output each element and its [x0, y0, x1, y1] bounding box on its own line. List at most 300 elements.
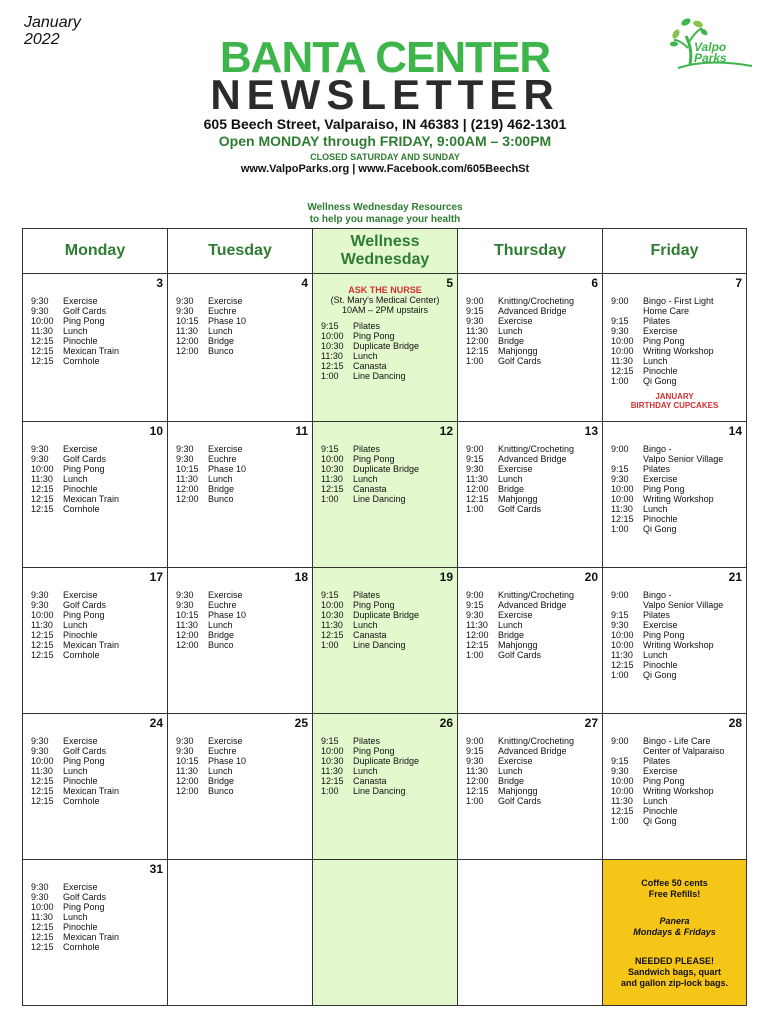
header-friday: Friday: [602, 228, 747, 274]
activity-name: Ping Pong: [63, 756, 105, 766]
activity-time: 11:30: [611, 504, 633, 514]
activity-row: [321, 766, 455, 776]
activity-time: 11:30: [31, 474, 53, 484]
activity-list: [611, 444, 744, 534]
activity-row: [321, 351, 455, 361]
activity-name: Bingo -: [643, 590, 672, 600]
day-number: 31: [149, 862, 163, 876]
activity-row: [321, 610, 455, 620]
activity-row: [31, 504, 165, 514]
activity-name: Golf Cards: [498, 650, 542, 660]
activity-time: 12:15: [31, 346, 54, 356]
activity-row: [321, 746, 455, 756]
activity-time: [611, 306, 643, 316]
activity-time: 10:30: [321, 464, 344, 474]
activity-name: Lunch: [498, 326, 523, 336]
activity-name: Center of Valparaiso: [643, 746, 725, 756]
activity-row: [466, 736, 600, 746]
activity-row: [321, 464, 455, 474]
activity-list: [611, 296, 744, 386]
activity-time: 12:15: [31, 494, 54, 504]
activity-name: Golf Cards: [63, 600, 107, 610]
activity-row: [466, 776, 600, 786]
coffee-note-line2: Free Refills!: [648, 889, 701, 899]
day-number: 6: [591, 276, 598, 290]
activity-time: 9:00: [466, 590, 484, 600]
activity-row: [611, 316, 744, 326]
activity-name: Mexican Train: [63, 932, 120, 942]
activity-name: Ping Pong: [63, 316, 105, 326]
activity-time: 12:15: [611, 660, 634, 670]
activity-time: 12:15: [31, 630, 54, 640]
activity-row: [466, 640, 600, 650]
needed-note-line3: and gallon zip-lock bags.: [620, 978, 728, 988]
activity-name: Euchre: [208, 306, 237, 316]
activity-row: [321, 756, 455, 766]
activity-row: [611, 620, 744, 630]
activity-list: [321, 321, 455, 381]
activity-name: Bunco: [208, 346, 234, 356]
activity-list: [176, 444, 310, 504]
activity-name: Exercise: [208, 296, 243, 306]
activity-row: [176, 630, 310, 640]
activity-time: 10:15: [176, 610, 199, 620]
activity-name: Home Care: [643, 306, 690, 316]
day-cell: [312, 567, 458, 714]
activity-name: Lunch: [63, 766, 88, 776]
day-cell: [22, 713, 168, 860]
activity-name: Pilates: [353, 444, 381, 454]
activity-row: [176, 326, 310, 336]
activity-name: Exercise: [208, 736, 243, 746]
activity-row: [611, 444, 744, 454]
activity-name: Knitting/Crocheting: [498, 590, 575, 600]
activity-row: [31, 932, 165, 942]
activity-name: Cornhole: [63, 356, 100, 366]
activity-name: Pilates: [353, 590, 381, 600]
activity-name: Bingo - Life Care: [643, 736, 711, 746]
activity-row: [31, 640, 165, 650]
activity-time: 10:00: [611, 786, 634, 796]
activity-name: Exercise: [63, 444, 98, 454]
activity-time: 9:30: [31, 590, 49, 600]
activity-name: Ping Pong: [63, 902, 105, 912]
day-number: 17: [149, 570, 163, 584]
activity-row: [31, 356, 165, 366]
activity-name: Lunch: [63, 620, 88, 630]
activity-name: Bunco: [208, 640, 234, 650]
activity-time: 1:00: [321, 640, 339, 650]
ask-the-nurse-time: 10AM – 2PM upstairs: [341, 305, 429, 315]
activity-time: 1:00: [611, 670, 629, 680]
activity-time: 12:15: [321, 630, 344, 640]
activity-name: Phase 10: [208, 756, 247, 766]
activity-time: 9:30: [466, 756, 484, 766]
activity-name: Lunch: [498, 620, 523, 630]
day-number: 5: [446, 276, 453, 290]
activity-time: 9:15: [611, 464, 629, 474]
activity-name: Exercise: [643, 326, 678, 336]
activity-row: [321, 341, 455, 351]
activity-row: [611, 816, 744, 826]
activity-name: Ping Pong: [63, 464, 105, 474]
activity-name: Qi Gong: [643, 670, 677, 680]
activity-time: 11:30: [466, 620, 488, 630]
activity-time: 12:15: [31, 484, 54, 494]
activity-row: [611, 356, 744, 366]
day-cell: [602, 859, 747, 1006]
activity-time: 10:00: [321, 600, 344, 610]
activity-row: [611, 376, 744, 386]
activity-time: 10:00: [31, 464, 54, 474]
activity-time: 11:30: [611, 796, 633, 806]
activity-row: [466, 504, 600, 514]
activity-time: 9:30: [176, 736, 194, 746]
activity-time: 10:30: [321, 756, 344, 766]
activity-row: [611, 756, 744, 766]
activity-row: [611, 610, 744, 620]
activity-name: Euchre: [208, 454, 237, 464]
activity-time: 9:15: [321, 590, 339, 600]
day-number: 3: [156, 276, 163, 290]
activity-name: Exercise: [63, 736, 98, 746]
activity-name: Pinochle: [63, 336, 98, 346]
activity-time: 12:00: [466, 630, 489, 640]
activity-row: [466, 444, 600, 454]
activity-time: 1:00: [611, 524, 629, 534]
activity-time: 9:30: [31, 736, 49, 746]
activity-time: 1:00: [466, 650, 484, 660]
day-cell: [312, 421, 458, 568]
activity-name: Exercise: [643, 766, 678, 776]
activity-row: [31, 306, 165, 316]
activity-time: 1:00: [466, 796, 484, 806]
activity-row: [31, 766, 165, 776]
activity-name: Golf Cards: [63, 746, 107, 756]
day-cell: [22, 567, 168, 714]
activity-time: 9:30: [31, 746, 49, 756]
activity-time: 9:30: [176, 444, 194, 454]
activity-time: 9:00: [611, 590, 629, 600]
activity-time: 12:00: [176, 346, 199, 356]
activity-name: Bingo -: [643, 444, 672, 454]
activity-time: 10:00: [321, 331, 344, 341]
activity-row: [321, 454, 455, 464]
activity-name: Exercise: [63, 590, 98, 600]
activity-time: 9:30: [611, 620, 629, 630]
ask-the-nurse: [313, 285, 457, 315]
activity-row: [31, 474, 165, 484]
activity-row: [31, 620, 165, 630]
activity-time: 9:30: [176, 296, 194, 306]
activity-row: [176, 346, 310, 356]
activity-time: 12:15: [31, 942, 54, 952]
day-number: 19: [439, 570, 453, 584]
activity-row: [31, 922, 165, 932]
activity-row: [611, 590, 744, 600]
activity-name: Knitting/Crocheting: [498, 296, 575, 306]
header-tuesday: Tuesday: [167, 228, 313, 274]
activity-name: Writing Workshop: [643, 640, 714, 650]
activity-time: 10:00: [611, 336, 634, 346]
activity-row: [466, 296, 600, 306]
activity-name: Pinochle: [63, 484, 98, 494]
activity-time: 10:00: [321, 746, 344, 756]
web-links[interactable]: www.ValpoParks.org | www.Facebook.com/605BeechSt: [240, 163, 530, 175]
activity-time: 9:00: [611, 736, 629, 746]
activity-name: Exercise: [63, 882, 98, 892]
activity-name: Phase 10: [208, 464, 247, 474]
activity-time: 10:15: [176, 464, 199, 474]
activity-row: [321, 474, 455, 484]
activity-time: 11:30: [176, 326, 198, 336]
activity-time: 10:00: [31, 610, 54, 620]
activity-name: Mahjongg: [498, 786, 538, 796]
activity-row: [176, 610, 310, 620]
activity-name: Ping Pong: [63, 610, 105, 620]
activity-time: 9:30: [176, 590, 194, 600]
activity-time: 11:30: [321, 766, 343, 776]
activity-name: Lunch: [498, 474, 523, 484]
activity-name: Exercise: [498, 610, 533, 620]
day-cell: [457, 421, 603, 568]
activity-row: [611, 786, 744, 796]
activity-name: Exercise: [643, 474, 678, 484]
activity-list: [466, 736, 600, 806]
activity-name: Knitting/Crocheting: [498, 736, 575, 746]
activity-time: 9:30: [31, 454, 49, 464]
activity-time: 11:30: [611, 650, 633, 660]
day-number: 28: [728, 716, 742, 730]
activity-name: Knitting/Crocheting: [498, 444, 575, 454]
activity-list: [321, 590, 455, 650]
activity-row: [611, 514, 744, 524]
activity-name: Line Dancing: [353, 786, 406, 796]
activity-name: Ping Pong: [353, 331, 395, 341]
panera-note-line2: Mondays & Fridays: [633, 927, 716, 937]
activity-time: 12:15: [31, 336, 54, 346]
activity-time: 9:30: [176, 454, 194, 464]
activity-name: Bridge: [208, 336, 235, 346]
activity-row: [176, 746, 310, 756]
activity-name: Ping Pong: [353, 746, 395, 756]
activity-name: Exercise: [498, 316, 533, 326]
activity-time: 9:30: [31, 444, 49, 454]
activity-time: 11:30: [31, 766, 53, 776]
activity-time: 12:15: [466, 640, 489, 650]
activity-name: Golf Cards: [498, 356, 542, 366]
activity-row: [176, 620, 310, 630]
activity-row: [176, 444, 310, 454]
activity-name: Mexican Train: [63, 346, 120, 356]
activity-row: [31, 650, 165, 660]
activity-row: [176, 316, 310, 326]
day-number: 7: [735, 276, 742, 290]
activity-time: 11:30: [611, 356, 633, 366]
logo-text-line1: Valpo: [694, 40, 727, 54]
activity-row: [611, 746, 744, 756]
activity-row: [176, 600, 310, 610]
activity-time: 12:15: [611, 806, 634, 816]
activity-time: 10:15: [176, 316, 199, 326]
activity-list: [31, 296, 165, 366]
activity-name: Writing Workshop: [643, 494, 714, 504]
activity-time: 1:00: [611, 376, 629, 386]
activity-row: [611, 776, 744, 786]
activity-name: Pilates: [643, 756, 671, 766]
activity-list: [176, 296, 310, 356]
activity-row: [31, 756, 165, 766]
activity-name: Pilates: [353, 736, 381, 746]
day-cell: [167, 421, 313, 568]
activity-name: Ping Pong: [353, 454, 395, 464]
activity-name: Cornhole: [63, 504, 100, 514]
activity-row: [176, 454, 310, 464]
day-number: 18: [294, 570, 308, 584]
activity-name: Writing Workshop: [643, 786, 714, 796]
activity-list: [321, 444, 455, 504]
activity-time: 12:15: [31, 932, 54, 942]
activity-name: Bridge: [208, 484, 235, 494]
activity-name: Lunch: [353, 351, 378, 361]
activity-name: Lunch: [63, 912, 88, 922]
activity-name: Phase 10: [208, 316, 247, 326]
activity-name: Canasta: [353, 484, 387, 494]
activity-name: Pinochle: [643, 514, 678, 524]
activity-row: [466, 336, 600, 346]
day-cell: [457, 713, 603, 860]
activity-name: Duplicate Bridge: [353, 610, 420, 620]
activity-row: [611, 670, 744, 680]
activity-time: 9:15: [466, 306, 484, 316]
activity-row: [176, 296, 310, 306]
activity-time: [611, 454, 643, 464]
activity-name: Bridge: [498, 484, 525, 494]
activity-name: Lunch: [353, 620, 378, 630]
activity-name: Pinochle: [643, 660, 678, 670]
activity-time: 12:00: [176, 484, 199, 494]
activity-time: 12:00: [176, 640, 199, 650]
day-number: 25: [294, 716, 308, 730]
activity-row: [611, 806, 744, 816]
activity-row: [611, 736, 744, 746]
activity-time: 12:15: [321, 361, 344, 371]
activity-name: Canasta: [353, 776, 387, 786]
activity-name: Duplicate Bridge: [353, 464, 420, 474]
activity-row: [176, 756, 310, 766]
activity-time: 9:00: [466, 736, 484, 746]
day-cell: [22, 421, 168, 568]
activity-name: Lunch: [353, 474, 378, 484]
activity-time: 12:15: [31, 504, 54, 514]
activity-row: [321, 590, 455, 600]
activity-name: Advanced Bridge: [498, 746, 567, 756]
activity-time: 12:15: [31, 922, 54, 932]
day-cell: [167, 273, 313, 422]
activity-time: 1:00: [321, 371, 339, 381]
activity-row: [611, 494, 744, 504]
activity-name: Pinochle: [63, 776, 98, 786]
activity-time: 9:15: [466, 454, 484, 464]
activity-row: [31, 590, 165, 600]
activity-row: [321, 331, 455, 341]
day-cell: [22, 859, 168, 1006]
day-cell: [457, 273, 603, 422]
activity-row: [466, 650, 600, 660]
date-year: 2022: [24, 31, 60, 48]
activity-time: 1:00: [321, 494, 339, 504]
activity-row: [31, 326, 165, 336]
activity-name: Bingo - First Light: [643, 296, 714, 306]
panera-note-line1: Panera: [659, 916, 690, 926]
activity-list: [466, 296, 600, 366]
activity-time: 9:30: [611, 326, 629, 336]
activity-name: Lunch: [498, 766, 523, 776]
activity-time: 12:15: [31, 356, 54, 366]
activity-name: Mexican Train: [63, 640, 120, 650]
activity-row: [176, 640, 310, 650]
birthday-cupcakes-note: [603, 392, 746, 410]
activity-row: [31, 610, 165, 620]
activity-row: [31, 892, 165, 902]
activity-time: 9:30: [176, 306, 194, 316]
activity-row: [466, 610, 600, 620]
activity-time: 1:00: [466, 504, 484, 514]
activity-row: [466, 316, 600, 326]
activity-list: [466, 590, 600, 660]
activity-row: [611, 524, 744, 534]
activity-row: [176, 736, 310, 746]
activity-time: 12:00: [176, 494, 199, 504]
activity-row: [466, 356, 600, 366]
day-cell: [602, 273, 747, 422]
day-number: 11: [295, 424, 308, 438]
activity-time: 12:00: [176, 786, 199, 796]
ask-the-nurse-title: ASK THE NURSE: [348, 285, 422, 295]
activity-row: [321, 620, 455, 630]
activity-row: [31, 444, 165, 454]
activity-name: Qi Gong: [643, 524, 677, 534]
activity-time: 9:30: [466, 316, 484, 326]
activity-time: 11:30: [466, 326, 488, 336]
activity-row: [321, 630, 455, 640]
activity-name: Exercise: [498, 756, 533, 766]
activity-row: [31, 630, 165, 640]
header-thursday: Thursday: [457, 228, 603, 274]
activity-name: Lunch: [208, 620, 233, 630]
activity-time: 10:00: [31, 316, 54, 326]
activity-time: 11:30: [466, 766, 488, 776]
activity-name: Duplicate Bridge: [353, 756, 420, 766]
activity-name: Ping Pong: [353, 600, 395, 610]
day-cell: [602, 567, 747, 714]
activity-row: [611, 306, 744, 316]
activity-time: 12:00: [176, 776, 199, 786]
activity-time: 12:15: [466, 346, 489, 356]
activity-time: 10:00: [321, 454, 344, 464]
activity-name: Line Dancing: [353, 494, 406, 504]
activity-name: Lunch: [643, 504, 668, 514]
activity-time: 12:15: [611, 514, 634, 524]
activity-time: 12:00: [466, 776, 489, 786]
activity-list: [466, 444, 600, 514]
activity-name: Exercise: [498, 464, 533, 474]
activity-name: Bridge: [498, 336, 525, 346]
activity-time: 10:30: [321, 341, 344, 351]
activity-time: 9:00: [611, 444, 629, 454]
activity-name: Duplicate Bridge: [353, 341, 420, 351]
activity-time: 12:00: [466, 484, 489, 494]
